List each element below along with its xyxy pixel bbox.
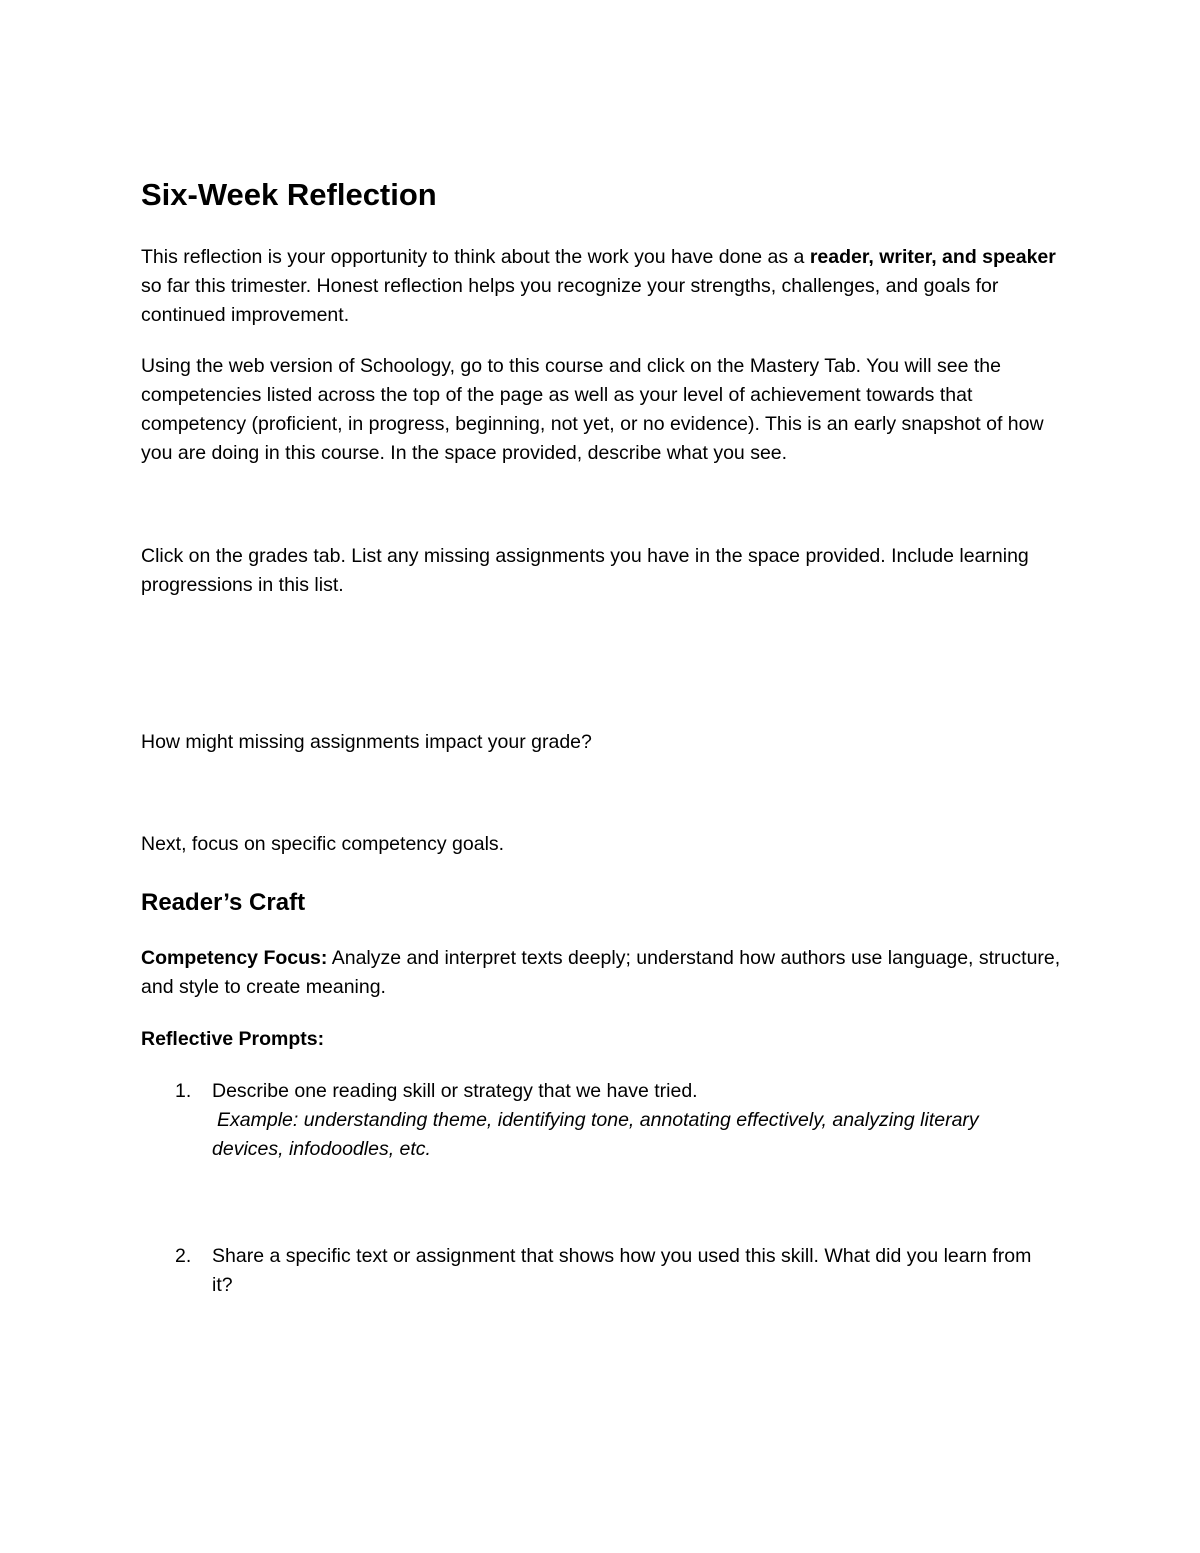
intro-text-start: This reflection is your opportunity to think about the work you have done as a [141, 246, 810, 268]
competency-focus-paragraph [141, 944, 1071, 1002]
reflective-prompts-label: Reflective Prompts: [141, 1028, 325, 1050]
next-focus-text: Next, focus on specific competency goals. [141, 833, 505, 855]
prompt-1 [212, 1077, 1042, 1164]
document-title: Six-Week Reflection [141, 177, 437, 212]
prompt-1-text: Describe one reading skill or strategy that we have tried. [212, 1080, 698, 1102]
prompt-2-number: 2. [175, 1245, 192, 1267]
competency-focus-label: Competency Focus: [141, 947, 328, 969]
intro-text-end: so far this trimester. Honest reflection helps you recognize your strengths, challenges, and goals for continued improvement. [141, 275, 999, 326]
mastery-tab-paragraph: Using the web version of Schoology, go to this course and click on the Mastery Tab. You will see the competencies listed across the top of the page as well as your level of achievement towards that competency (proficient, in progress, beginning, not yet, or no evidence). This is an early snapshot of how you are doing in this course. In the space provided, describe what you see. [141, 355, 1044, 464]
prompt-1-number: 1. [175, 1080, 192, 1102]
intro-paragraph [141, 243, 1071, 330]
grades-tab-paragraph: Click on the grades tab. List any missing assignments you have in the space provided. Include learning progressions in this list. [141, 545, 1029, 596]
intro-bold-roles: reader, writer, and speaker [809, 246, 1056, 268]
competency-focus-text: Analyze and interpret texts deeply; understand how authors use language, structure, and style to create meaning. [141, 947, 1061, 998]
prompt-1-example: Example: understanding theme, identifying tone, annotating effectively, analyzing literary devices, infodoodles, etc. [212, 1109, 979, 1160]
prompt-2-text: Share a specific text or assignment that shows how you used this skill. What did you learn from it? [212, 1245, 1032, 1296]
section-heading-readers-craft: Reader’s Craft [141, 889, 306, 916]
missing-assignments-question: How might missing assignments impact your grade? [141, 731, 592, 753]
